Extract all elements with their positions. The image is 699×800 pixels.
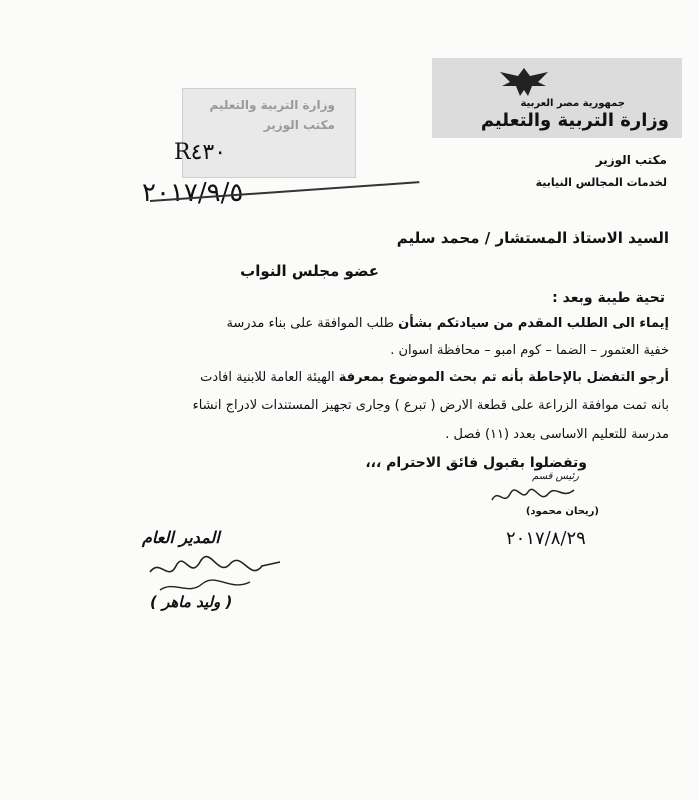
section-head-date: ٢٠١٧/٨/٢٩ — [506, 528, 586, 549]
section-head-label: رئيس قسم — [532, 471, 579, 482]
header-country: جمهورية مصر العربية — [520, 98, 625, 109]
paragraph2-rest: الهيئة العامة للابنية افادت — [200, 370, 339, 385]
closing: وتفضلوا بقبول فائق الاحترام ،،، — [365, 455, 587, 471]
greeting: تحية طيبة وبعد : — [552, 290, 665, 306]
paragraph2-bold: أرجو التفضل بالإحاطة بأنه تم بحث الموضوع بمعرفة — [338, 370, 669, 385]
paragraph2-line3: مدرسة للتعليم الاساسى بعدد (١١) فصل . — [445, 427, 669, 442]
office-line2: لخدمات المجالس النيابية — [535, 176, 667, 189]
header-ministry: وزارة التربية والتعليم — [480, 110, 669, 131]
paragraph1-bold: إيماء الى الطلب المقدم من سيادتكم بشأن — [398, 316, 669, 331]
director-name: ( وليد ماهر ) — [150, 593, 233, 611]
stamp-line2: مكتب الوزير — [263, 118, 335, 132]
paragraph1-line1 — [19, 316, 669, 331]
stamp-date: ٢٠١٧/٩/٥ — [142, 178, 244, 208]
paragraph1-line2: خفية العتمور – الضما – كوم امبو – محافظة اسوان . — [390, 343, 669, 358]
office-line1: مكتب الوزير — [595, 153, 667, 167]
addressee-title: عضو مجلس النواب — [240, 262, 379, 280]
eagle-emblem-icon — [494, 66, 554, 98]
paragraph2-line2: بانه تمت موافقة الزراعة على قطعة الارض ( تبرع ) وجارى تجهيز المستندات لادراج انشاء — [192, 398, 669, 413]
stamp-line1: وزارة التربية والتعليم — [209, 98, 335, 112]
director-title: المدير العام — [142, 528, 220, 547]
addressee: السيد الاستاذ المستشار / محمد سليم — [396, 229, 669, 247]
paragraph2-line1 — [19, 370, 669, 385]
paragraph1-rest: طلب الموافقة على بناء مدرسة — [226, 316, 399, 331]
section-head-name: (ريحان محمود) — [525, 506, 599, 517]
stamp-number: R٤٣٠ — [174, 140, 227, 165]
